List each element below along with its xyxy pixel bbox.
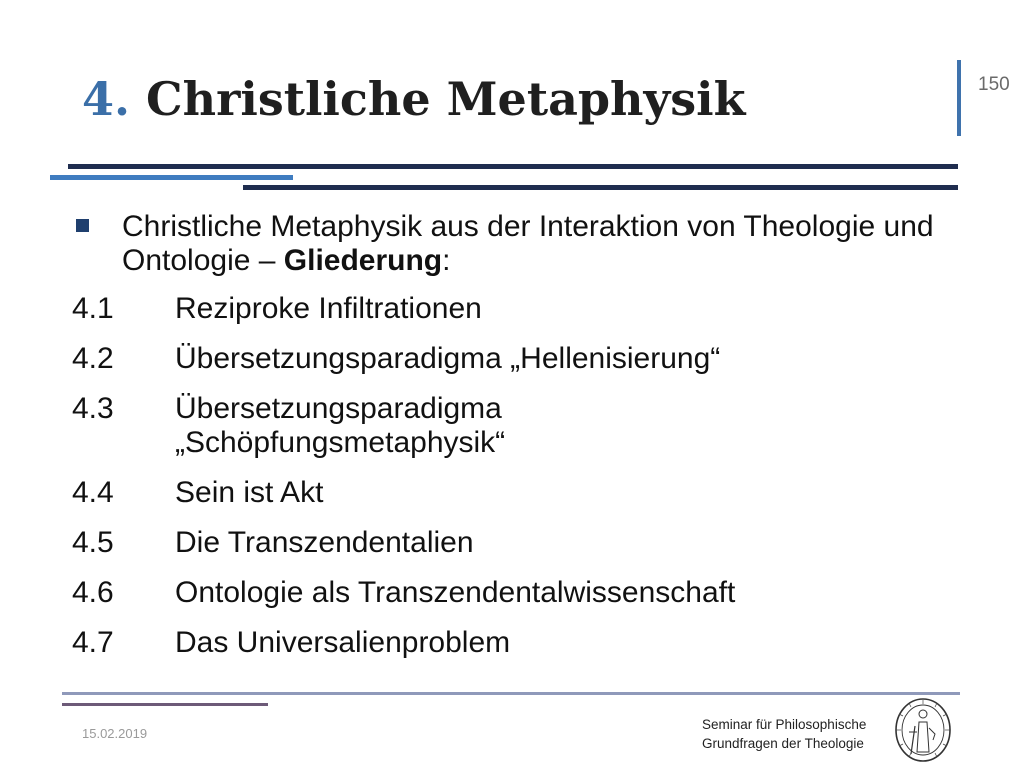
outline-item-number: 4.4 [72,476,114,509]
outline-item-text: Das Universalienproblem [175,626,511,659]
outline-item-number: 4.3 [72,392,114,425]
outline-item-text: Reziproke Infiltrationen [175,292,482,325]
outline-item-text: Sein ist Akt [175,476,324,509]
footer-seminar [702,715,866,753]
outline-item [72,576,972,610]
bullet-text-end: : [442,244,451,277]
slide-content [72,210,972,676]
outline-item-number: 4.5 [72,526,114,559]
outline-item [72,626,972,660]
bullet-item [72,210,972,278]
outline-item [72,476,972,510]
outline-item-text: Übersetzungsparadigma „Schöpfungsmetaphysik“ [175,392,506,459]
university-seal-icon [893,696,953,764]
header-rule-top [68,164,958,169]
bullet-text [122,210,934,277]
seminar-line-1: Seminar für Philosophische [702,717,867,732]
outline-item [72,342,972,376]
page-number: 150 [978,74,1010,95]
header-rule-accent [50,175,293,180]
outline-item [72,392,972,460]
outline-item-text: Ontologie als Transzendentalwissenschaft [175,576,736,609]
footer-rule-accent [62,703,268,706]
outline-item-text: Übersetzungsparadigma „Hellenisierung“ [175,342,721,375]
outline-item-number: 4.2 [72,342,114,375]
square-bullet-icon [76,219,89,232]
title-number: 4. [82,72,131,126]
footer-date: 15.02.2019 [82,726,148,741]
bullet-text-main: Christliche Metaphysik aus der Interaktion von Theologie und Ontologie – [122,210,934,277]
bullet-text-bold: Gliederung [283,244,443,277]
header-rule-bottom [243,185,958,190]
outline-item-text: Die Transzendentalien [175,526,474,559]
slide-title [82,66,745,132]
outline-item [72,526,972,560]
outline-item-number: 4.7 [72,626,114,659]
outline-item-number: 4.6 [72,576,114,609]
seminar-line-2: Grundfragen der Theologie [702,736,864,751]
title-text: Christliche Metaphysik [146,72,746,126]
outline-item-number: 4.1 [72,292,114,325]
page-number-bar [957,60,961,136]
footer-rule-top [62,692,960,695]
outline-item [72,292,972,326]
